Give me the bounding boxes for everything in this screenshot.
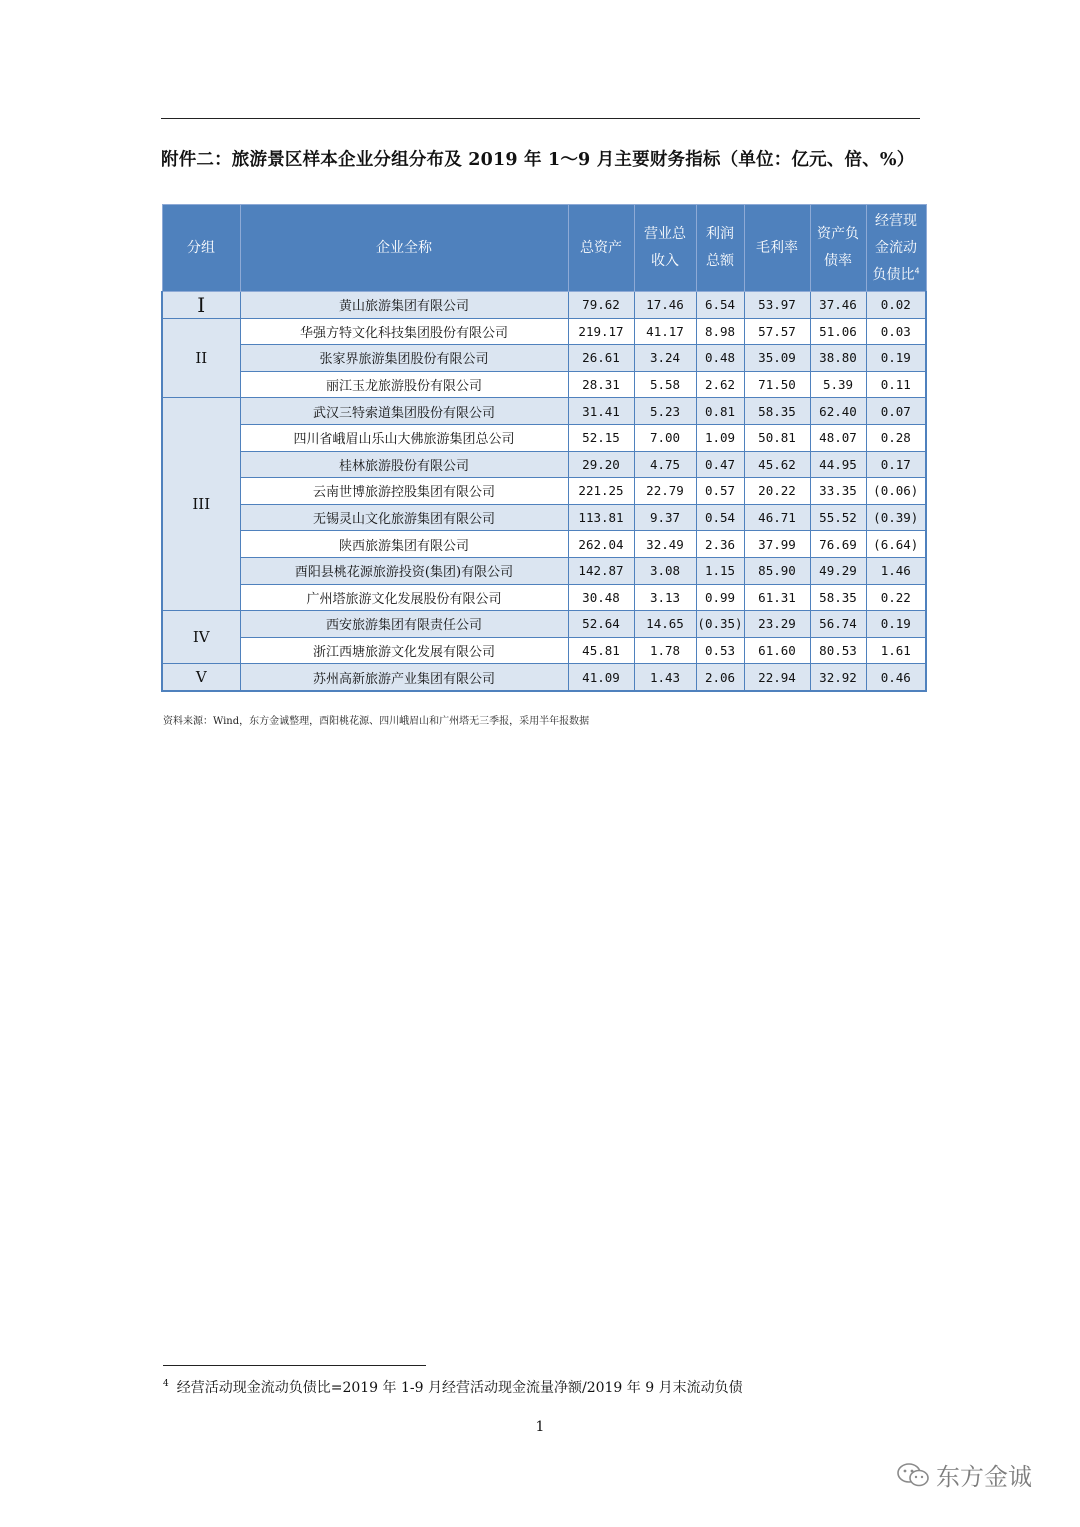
debt-ratio: 44.95	[810, 451, 866, 478]
cash-ratio: 0.07	[866, 398, 926, 425]
total-assets: 79.62	[568, 292, 634, 319]
page-number: 1	[535, 1419, 545, 1435]
table-row	[162, 318, 926, 345]
footnote-rule	[163, 1365, 426, 1366]
group-cell: V	[162, 664, 240, 691]
cash-ratio: 0.11	[866, 371, 926, 398]
header-company: 企业全称	[240, 205, 568, 292]
debt-ratio: 80.53	[810, 637, 866, 664]
debt-ratio: 37.46	[810, 292, 866, 319]
cash-ratio: (0.06)	[866, 478, 926, 505]
document-title: 附件二：旅游景区样本企业分组分布及 2019 年 1～9 月主要财务指标（单位：亿元、倍、%）	[161, 150, 915, 170]
table-row	[162, 371, 926, 398]
table-row	[162, 531, 926, 558]
gross-margin: 53.97	[744, 292, 810, 319]
group-cell: II	[162, 318, 240, 398]
total-assets: 262.04	[568, 531, 634, 558]
header-group: 分组	[162, 205, 240, 292]
revenue: 4.75	[634, 451, 696, 478]
gross-margin: 61.60	[744, 637, 810, 664]
gross-margin: 50.81	[744, 424, 810, 451]
profit: 2.36	[696, 531, 744, 558]
cash-ratio: 1.61	[866, 637, 926, 664]
company-name: 云南世博旅游控股集团有限公司	[240, 478, 568, 505]
group-cell: IV	[162, 611, 240, 664]
debt-ratio: 38.80	[810, 345, 866, 372]
company-name: 苏州高新旅游产业集团有限公司	[240, 664, 568, 691]
cash-ratio: 0.19	[866, 345, 926, 372]
profit: 0.47	[696, 451, 744, 478]
debt-ratio: 48.07	[810, 424, 866, 451]
total-assets: 30.48	[568, 584, 634, 611]
revenue: 7.00	[634, 424, 696, 451]
company-name: 陕西旅游集团有限公司	[240, 531, 568, 558]
financial-table	[161, 204, 927, 692]
revenue: 14.65	[634, 611, 696, 638]
revenue: 22.79	[634, 478, 696, 505]
company-name: 浙江西塘旅游文化发展有限公司	[240, 637, 568, 664]
cash-ratio: 0.28	[866, 424, 926, 451]
gross-margin: 85.90	[744, 557, 810, 584]
total-assets: 219.17	[568, 318, 634, 345]
gross-margin: 71.50	[744, 371, 810, 398]
table-header-row	[162, 205, 926, 292]
header-total-assets: 总资产	[568, 205, 634, 292]
revenue: 3.08	[634, 557, 696, 584]
source-note: 资料来源：Wind，东方金诚整理，酉阳桃花源、四川峨眉山和广州塔无三季报，采用半年报数据	[163, 716, 590, 727]
debt-ratio: 32.92	[810, 664, 866, 691]
profit: 1.09	[696, 424, 744, 451]
revenue: 5.58	[634, 371, 696, 398]
header-cash-ratio: 经营现 金流动 负债比$^4$	[866, 205, 926, 292]
cash-ratio: 0.03	[866, 318, 926, 345]
cash-ratio: 0.17	[866, 451, 926, 478]
table-row	[162, 398, 926, 425]
debt-ratio: 5.39	[810, 371, 866, 398]
header-gross-margin: 毛利率	[744, 205, 810, 292]
cash-ratio: 1.46	[866, 557, 926, 584]
total-assets: 45.81	[568, 637, 634, 664]
debt-ratio: 33.35	[810, 478, 866, 505]
gross-margin: 23.29	[744, 611, 810, 638]
profit: 0.81	[696, 398, 744, 425]
profit: 1.15	[696, 557, 744, 584]
company-name: 桂林旅游股份有限公司	[240, 451, 568, 478]
total-assets: 29.20	[568, 451, 634, 478]
company-name: 丽江玉龙旅游股份有限公司	[240, 371, 568, 398]
cash-ratio: 0.46	[866, 664, 926, 691]
table-row	[162, 424, 926, 451]
group-cell: I	[162, 292, 240, 319]
profit: (0.35)	[696, 611, 744, 638]
profit: 2.06	[696, 664, 744, 691]
table-row	[162, 584, 926, 611]
debt-ratio: 51.06	[810, 318, 866, 345]
revenue: 3.13	[634, 584, 696, 611]
table-row	[162, 504, 926, 531]
company-name: 黄山旅游集团有限公司	[240, 292, 568, 319]
table-row	[162, 637, 926, 664]
gross-margin: 57.57	[744, 318, 810, 345]
header-debt-ratio: 资产负 债率	[810, 205, 866, 292]
profit: 0.53	[696, 637, 744, 664]
gross-margin: 46.71	[744, 504, 810, 531]
total-assets: 52.64	[568, 611, 634, 638]
company-name: 武汉三特索道集团股份有限公司	[240, 398, 568, 425]
gross-margin: 20.22	[744, 478, 810, 505]
total-assets: 31.41	[568, 398, 634, 425]
table-row	[162, 664, 926, 691]
cash-ratio: 0.19	[866, 611, 926, 638]
gross-margin: 45.62	[744, 451, 810, 478]
header-profit: 利润 总额	[696, 205, 744, 292]
group-cell: III	[162, 398, 240, 611]
debt-ratio: 49.29	[810, 557, 866, 584]
table-row	[162, 557, 926, 584]
table-row	[162, 292, 926, 319]
revenue: 1.43	[634, 664, 696, 691]
company-name: 四川省峨眉山乐山大佛旅游集团总公司	[240, 424, 568, 451]
table-row	[162, 478, 926, 505]
debt-ratio: 62.40	[810, 398, 866, 425]
debt-ratio: 58.35	[810, 584, 866, 611]
company-name: 无锡灵山文化旅游集团有限公司	[240, 504, 568, 531]
revenue: 17.46	[634, 292, 696, 319]
total-assets: 221.25	[568, 478, 634, 505]
profit: 6.54	[696, 292, 744, 319]
footnote-marker: 4	[163, 1379, 169, 1390]
cash-ratio: (6.64)	[866, 531, 926, 558]
financial-table-wrapper	[161, 204, 925, 692]
total-assets: 26.61	[568, 345, 634, 372]
company-name: 酉阳县桃花源旅游投资(集团)有限公司	[240, 557, 568, 584]
wechat-icon	[896, 1462, 930, 1488]
gross-margin: 22.94	[744, 664, 810, 691]
total-assets: 52.15	[568, 424, 634, 451]
profit: 0.54	[696, 504, 744, 531]
cash-ratio: 0.02	[866, 292, 926, 319]
total-assets: 142.87	[568, 557, 634, 584]
cash-ratio: (0.39)	[866, 504, 926, 531]
gross-margin: 37.99	[744, 531, 810, 558]
profit: 2.62	[696, 371, 744, 398]
header-revenue: 营业总 收入	[634, 205, 696, 292]
revenue: 9.37	[634, 504, 696, 531]
total-assets: 113.81	[568, 504, 634, 531]
profit: 0.99	[696, 584, 744, 611]
profit: 8.98	[696, 318, 744, 345]
table-row	[162, 345, 926, 372]
company-name: 西安旅游集团有限责任公司	[240, 611, 568, 638]
revenue: 5.23	[634, 398, 696, 425]
total-assets: 28.31	[568, 371, 634, 398]
company-name: 广州塔旅游文化发展股份有限公司	[240, 584, 568, 611]
profit: 0.57	[696, 478, 744, 505]
debt-ratio: 76.69	[810, 531, 866, 558]
revenue: 1.78	[634, 637, 696, 664]
company-name: 张家界旅游集团股份有限公司	[240, 345, 568, 372]
debt-ratio: 56.74	[810, 611, 866, 638]
watermark-text: 东方金诚	[936, 1463, 1032, 1491]
total-assets: 41.09	[568, 664, 634, 691]
table-row	[162, 451, 926, 478]
debt-ratio: 55.52	[810, 504, 866, 531]
gross-margin: 35.09	[744, 345, 810, 372]
table-row	[162, 611, 926, 638]
top-rule	[161, 118, 920, 119]
revenue: 32.49	[634, 531, 696, 558]
revenue: 41.17	[634, 318, 696, 345]
watermark	[896, 1457, 1032, 1492]
footnote	[163, 1377, 743, 1397]
gross-margin: 61.31	[744, 584, 810, 611]
company-name: 华强方特文化科技集团股份有限公司	[240, 318, 568, 345]
gross-margin: 58.35	[744, 398, 810, 425]
revenue: 3.24	[634, 345, 696, 372]
cash-ratio: 0.22	[866, 584, 926, 611]
profit: 0.48	[696, 345, 744, 372]
footnote-text: 经营活动现金流动负债比=2019 年 1-9 月经营活动现金流量净额/2019 年 9 月末流动负债	[176, 1380, 743, 1396]
